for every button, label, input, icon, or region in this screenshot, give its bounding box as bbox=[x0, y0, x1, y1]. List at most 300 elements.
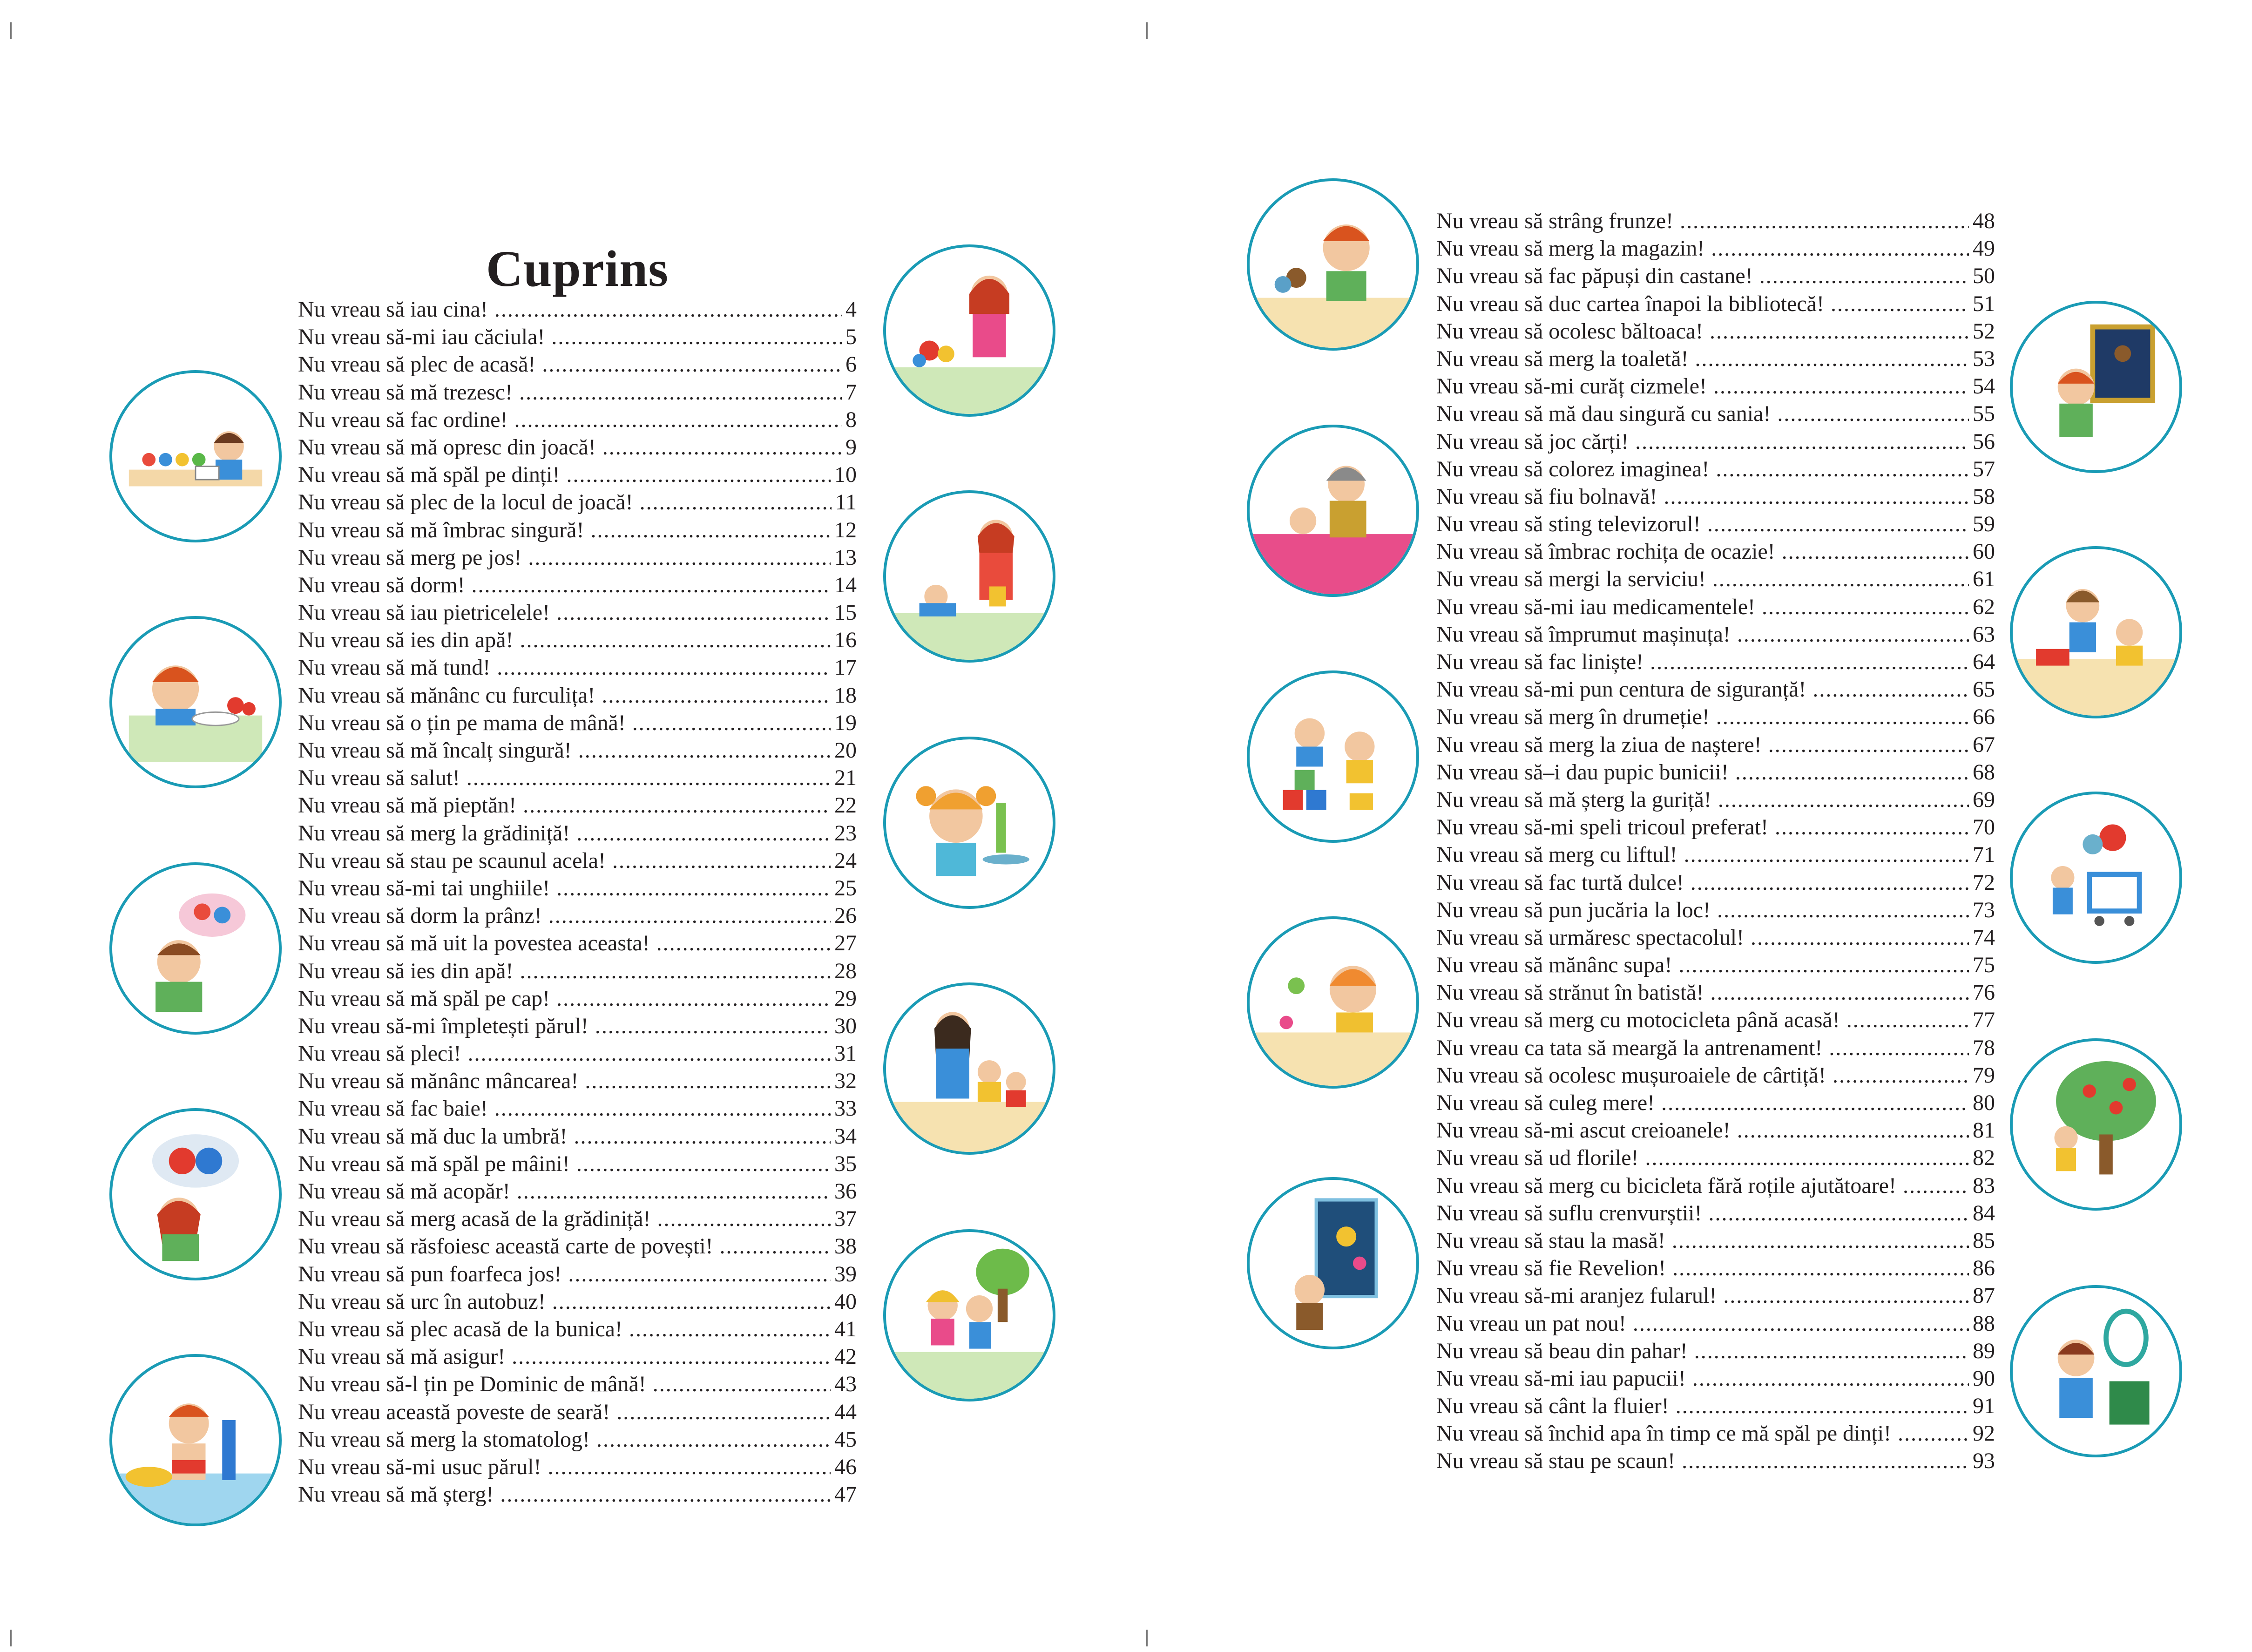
toc-entry-title: Nu vreau să îmbrac rochița de ocazie! bbox=[1436, 539, 1775, 564]
toc-entry bbox=[1436, 758, 1995, 786]
toc-entry-title: Nu vreau să mergi la serviciu! bbox=[1436, 567, 1706, 592]
illustration-circle bbox=[883, 490, 1055, 663]
toc-entry-page-number: 19 bbox=[834, 710, 857, 735]
toc-entry-title: Nu vreau să pleci! bbox=[298, 1041, 461, 1066]
illustration-circle bbox=[1247, 916, 1419, 1089]
toc-entry bbox=[1436, 207, 1995, 235]
toc-entry-title: Nu vreau să duc cartea înapoi la bibliotecă! bbox=[1436, 291, 1824, 316]
toc-entry-page-number: 24 bbox=[834, 848, 857, 873]
toc-leader-dots bbox=[528, 544, 831, 571]
toc-entry-page-number: 23 bbox=[834, 820, 857, 846]
toc-entry-title: Nu vreau această poveste de seară! bbox=[298, 1399, 610, 1424]
toc-entry bbox=[1436, 676, 1995, 703]
toc-leader-dots bbox=[551, 323, 842, 351]
illustration-circle bbox=[883, 1229, 1055, 1401]
toc-entry-page-number: 91 bbox=[1973, 1394, 1995, 1419]
toc-entry-page-number: 14 bbox=[834, 572, 857, 597]
toc-leader-dots bbox=[1692, 1365, 1969, 1392]
toc-leader-dots bbox=[1694, 1337, 1969, 1365]
toc-leader-dots bbox=[596, 1426, 831, 1453]
toc-entry bbox=[1436, 1117, 1995, 1144]
toc-entry-title: Nu vreau să mă îmbrac singură! bbox=[298, 517, 584, 542]
toc-entry bbox=[1436, 345, 1995, 372]
toc-leader-dots bbox=[556, 599, 831, 626]
toc-entry bbox=[1436, 262, 1995, 290]
toc-entry bbox=[1436, 1034, 1995, 1062]
toc-entry-page-number: 37 bbox=[834, 1206, 857, 1232]
toc-entry-title: Nu vreau să fiu bolnavă! bbox=[1436, 484, 1657, 509]
illustration-circle bbox=[1247, 425, 1419, 597]
grandma-child-icon bbox=[1250, 427, 1416, 594]
toc-leader-dots bbox=[1831, 290, 1969, 318]
toc-entry-title: Nu vreau să o țin pe mama de mână! bbox=[298, 710, 626, 735]
toc-leader-dots bbox=[1777, 400, 1969, 427]
toc-entry-title: Nu vreau să dorm! bbox=[298, 572, 465, 597]
toc-entry-title: Nu vreau să salut! bbox=[298, 765, 460, 791]
toc-entry-page-number: 89 bbox=[1973, 1338, 1995, 1363]
toc-entry-title: Nu vreau să mă asigur! bbox=[298, 1344, 506, 1369]
toc-leader-dots bbox=[629, 1315, 831, 1343]
toc-entry-title: Nu vreau să mă pieptăn! bbox=[298, 793, 517, 818]
toc-entry bbox=[1436, 1392, 1995, 1420]
toc-entry bbox=[1436, 1447, 1995, 1475]
toc-entry bbox=[1436, 621, 1995, 648]
toc-entry-page-number: 65 bbox=[1973, 677, 1995, 702]
toc-entry bbox=[1436, 1337, 1995, 1365]
toc-entry bbox=[298, 1260, 857, 1288]
toc-entry-title: Nu vreau să fac liniște! bbox=[1436, 650, 1644, 674]
toc-leader-dots bbox=[1695, 345, 1969, 372]
toc-leader-dots bbox=[568, 1260, 831, 1288]
toc-leader-dots bbox=[472, 571, 831, 599]
toc-entry-page-number: 33 bbox=[834, 1096, 857, 1121]
toc-leader-dots bbox=[1735, 758, 1969, 786]
toc-leader-dots bbox=[1737, 1117, 1969, 1144]
toc-entry-title: Nu vreau să-mi pun centura de siguranță! bbox=[1436, 677, 1806, 702]
toc-entry-title: Nu vreau să culeg mere! bbox=[1436, 1090, 1655, 1115]
toc-entry-title: Nu vreau să mănânc cu furculița! bbox=[298, 683, 595, 708]
toc-entry bbox=[298, 1453, 857, 1481]
toc-leader-dots bbox=[1664, 483, 1969, 510]
toc-entry bbox=[298, 626, 857, 654]
toc-entry-page-number: 55 bbox=[1973, 401, 1995, 427]
toc-entry-title: Nu vreau să merg la toaletă! bbox=[1436, 346, 1689, 371]
toc-entry-title: Nu vreau să mă opresc din joacă! bbox=[298, 434, 596, 460]
toc-leader-dots bbox=[1762, 593, 1969, 621]
toc-entry-page-number: 4 bbox=[845, 297, 857, 322]
toc-entry-page-number: 82 bbox=[1973, 1145, 1995, 1171]
toc-entry-title: Nu vreau să fie Revelion! bbox=[1436, 1256, 1666, 1281]
toc-entry bbox=[298, 737, 857, 764]
toc-entry bbox=[1436, 648, 1995, 676]
toc-entry bbox=[298, 1370, 857, 1398]
toc-entry-page-number: 15 bbox=[834, 600, 857, 625]
toc-entry-page-number: 45 bbox=[834, 1427, 857, 1452]
toc-right-column bbox=[1436, 207, 1995, 1475]
toc-entry-page-number: 67 bbox=[1973, 732, 1995, 757]
toc-entry-title: Nu vreau să ud florile! bbox=[1436, 1145, 1639, 1171]
illustration-circle bbox=[1247, 1177, 1419, 1349]
toc-entry bbox=[298, 379, 857, 406]
toc-leader-dots bbox=[632, 709, 831, 737]
toc-entry-page-number: 41 bbox=[834, 1316, 857, 1341]
apple-tree-icon bbox=[2013, 1041, 2179, 1208]
toc-entry-title: Nu vreau să merg cu motocicleta până acasă! bbox=[1436, 1008, 1840, 1033]
toc-entry bbox=[298, 1067, 857, 1095]
toc-entry-page-number: 51 bbox=[1973, 291, 1995, 316]
toc-leader-dots bbox=[1713, 372, 1969, 400]
toc-entry-page-number: 32 bbox=[834, 1069, 857, 1094]
toc-entry-page-number: 54 bbox=[1973, 374, 1995, 399]
toc-leader-dots bbox=[1812, 676, 1969, 703]
toc-leader-dots bbox=[1712, 565, 1969, 593]
kids-playground-icon bbox=[886, 1232, 1053, 1399]
toc-entry bbox=[298, 1481, 857, 1508]
toc-entry bbox=[1436, 235, 1995, 262]
toc-entry-page-number: 35 bbox=[834, 1151, 857, 1176]
illustration-circle bbox=[2010, 1285, 2182, 1457]
toc-entry-page-number: 90 bbox=[1973, 1366, 1995, 1391]
toc-entry-page-number: 31 bbox=[834, 1041, 857, 1066]
toc-entry-page-number: 66 bbox=[1973, 704, 1995, 730]
toc-leader-dots bbox=[1903, 1172, 1969, 1199]
illustration-circle bbox=[883, 737, 1055, 909]
illustration-circle bbox=[109, 1108, 282, 1280]
toc-leader-dots bbox=[494, 296, 842, 323]
toc-entry-title: Nu vreau să mă duc la umbră! bbox=[298, 1124, 568, 1149]
page-title: Cuprins bbox=[486, 240, 669, 297]
toc-entry-page-number: 79 bbox=[1973, 1063, 1995, 1088]
toc-entry bbox=[298, 1178, 857, 1205]
toc-entry-page-number: 86 bbox=[1973, 1256, 1995, 1281]
toc-leader-dots bbox=[1711, 979, 1969, 1006]
illustration-circle bbox=[1247, 178, 1419, 351]
boy-shopping-cart-icon bbox=[2013, 794, 2179, 961]
toc-entry bbox=[1436, 896, 1995, 924]
toc-entry-page-number: 17 bbox=[834, 655, 857, 680]
toc-entry-title: Nu vreau să sting televizorul! bbox=[1436, 512, 1701, 537]
toc-entry-page-number: 18 bbox=[834, 683, 857, 708]
boy-brushing-teeth-icon bbox=[2013, 1288, 2179, 1455]
toc-entry-page-number: 36 bbox=[834, 1179, 857, 1204]
window-fireworks-icon bbox=[1250, 1180, 1416, 1347]
crop-mark bbox=[10, 1630, 12, 1646]
toc-entry-page-number: 81 bbox=[1973, 1118, 1995, 1143]
toc-entry bbox=[298, 1288, 857, 1315]
toc-leader-dots bbox=[1661, 1089, 1969, 1117]
mother-kids-icon bbox=[886, 985, 1053, 1152]
illustration-circle bbox=[2010, 301, 2182, 473]
illustration-circle bbox=[109, 370, 282, 542]
kids-car-toy-icon bbox=[2013, 549, 2179, 716]
toc-entry-title: Nu vreau să mă spăl pe mâini! bbox=[298, 1151, 570, 1176]
toc-leader-dots bbox=[1682, 1447, 1969, 1475]
toc-entry-title: Nu vreau să-mi iau căciula! bbox=[298, 325, 545, 350]
illustration-circle bbox=[2010, 792, 2182, 964]
toc-entry bbox=[1436, 1227, 1995, 1254]
toc-entry bbox=[298, 433, 857, 461]
crop-mark bbox=[1146, 1630, 1148, 1646]
toc-entry bbox=[1436, 1254, 1995, 1282]
toc-leader-dots bbox=[552, 1288, 831, 1315]
toc-entry bbox=[298, 1398, 857, 1426]
toc-entry-title: Nu vreau să ocolesc băltoaca! bbox=[1436, 318, 1704, 344]
toc-entry-title: Nu vreau să stau pe scaunul acela! bbox=[298, 848, 606, 873]
toc-entry-page-number: 75 bbox=[1973, 953, 1995, 978]
toc-entry-title: Nu vreau să–i dau pupic bunicii! bbox=[1436, 759, 1729, 785]
toc-entry-page-number: 39 bbox=[834, 1261, 857, 1286]
toc-entry bbox=[298, 847, 857, 874]
toc-entry-page-number: 71 bbox=[1973, 842, 1995, 867]
toc-entry-page-number: 60 bbox=[1973, 539, 1995, 564]
toc-entry-title: Nu vreau să-mi ascut creioanele! bbox=[1436, 1118, 1731, 1143]
toc-entry-page-number: 85 bbox=[1973, 1228, 1995, 1253]
toc-entry-title: Nu vreau să fac baie! bbox=[298, 1096, 488, 1121]
toc-leader-dots bbox=[1680, 207, 1969, 235]
toc-leader-dots bbox=[595, 1012, 831, 1040]
toc-leader-dots bbox=[612, 847, 831, 874]
toc-entry-page-number: 83 bbox=[1973, 1173, 1995, 1198]
toc-entry-title: Nu vreau să merg în drumeție! bbox=[1436, 704, 1710, 730]
toc-entry bbox=[298, 599, 857, 626]
toc-entry-title: Nu vreau un pat nou! bbox=[1436, 1311, 1626, 1336]
toc-entry-title: Nu vreau să mănânc mâncarea! bbox=[298, 1069, 579, 1094]
kids-blocks-icon bbox=[1250, 673, 1416, 840]
toc-entry-title: Nu vreau să mă trezesc! bbox=[298, 379, 513, 405]
toc-entry bbox=[1436, 1310, 1995, 1337]
toc-entry-page-number: 73 bbox=[1973, 897, 1995, 922]
toc-entry bbox=[298, 296, 857, 323]
toc-leader-dots bbox=[520, 957, 831, 985]
toc-entry bbox=[1436, 1365, 1995, 1392]
illustration-circle bbox=[883, 244, 1055, 417]
boy-window-icon bbox=[2013, 304, 2179, 470]
toc-leader-dots bbox=[1650, 648, 1969, 676]
toc-leader-dots bbox=[1678, 951, 1969, 979]
toc-entry bbox=[298, 792, 857, 819]
toc-entry-title: Nu vreau să colorez imaginea! bbox=[1436, 456, 1710, 481]
toc-entry bbox=[1436, 1062, 1995, 1089]
toc-entry-title: Nu vreau să mă spăl pe dinți! bbox=[298, 462, 560, 487]
toc-entry-page-number: 80 bbox=[1973, 1090, 1995, 1115]
girl-sneezing-icon bbox=[1250, 919, 1416, 1086]
toc-entry bbox=[1436, 1006, 1995, 1034]
toc-entry bbox=[298, 1205, 857, 1232]
toc-entry-title: Nu vreau să închid apa în timp ce mă spăl pe dinți! bbox=[1436, 1421, 1892, 1446]
toc-entry bbox=[298, 461, 857, 488]
toc-leader-dots bbox=[467, 764, 831, 792]
toc-entry bbox=[1436, 1282, 1995, 1309]
toc-entry-title: Nu vreau să-mi usuc părul! bbox=[298, 1454, 541, 1479]
toc-entry-page-number: 46 bbox=[834, 1454, 857, 1479]
toc-entry bbox=[298, 1426, 857, 1453]
toc-entry-title: Nu vreau să pun foarfeca jos! bbox=[298, 1261, 562, 1286]
toc-leader-dots bbox=[640, 488, 832, 516]
toc-entry bbox=[1436, 290, 1995, 318]
toc-entry-page-number: 42 bbox=[834, 1344, 857, 1369]
toc-entry-title: Nu vreau să dorm la prânz! bbox=[298, 903, 542, 928]
toc-entry-title: Nu vreau să-mi iau papucii! bbox=[1436, 1366, 1686, 1391]
toc-entry-title: Nu vreau să pun jucăria la loc! bbox=[1436, 897, 1711, 922]
crop-mark bbox=[10, 22, 12, 39]
toc-entry bbox=[1436, 372, 1995, 400]
toc-entry bbox=[298, 1232, 857, 1260]
toc-leader-dots bbox=[548, 902, 831, 929]
toc-entry bbox=[1436, 455, 1995, 483]
toc-entry bbox=[1436, 951, 1995, 979]
boy-chestnuts-icon bbox=[1250, 181, 1416, 348]
toc-entry-title: Nu vreau să mă șterg! bbox=[298, 1482, 494, 1507]
toc-entry bbox=[298, 654, 857, 681]
toc-left-column bbox=[298, 296, 857, 1508]
toc-entry-title: Nu vreau să mă încalț singură! bbox=[298, 738, 572, 763]
toc-entry bbox=[298, 406, 857, 433]
toc-entry-page-number: 62 bbox=[1973, 594, 1995, 619]
toc-entry-title: Nu vreau să-mi speli tricoul preferat! bbox=[1436, 815, 1769, 840]
toc-leader-dots bbox=[1782, 538, 1969, 565]
toc-entry bbox=[1436, 593, 1995, 621]
toc-entry bbox=[1436, 1172, 1995, 1199]
toc-entry-page-number: 30 bbox=[834, 1013, 857, 1038]
toc-entry-title: Nu vreau să merg la grădiniță! bbox=[298, 820, 570, 846]
toc-entry-page-number: 74 bbox=[1973, 925, 1995, 950]
toc-entry-page-number: 25 bbox=[834, 875, 857, 900]
toc-entry bbox=[298, 874, 857, 902]
toc-entry-page-number: 92 bbox=[1973, 1421, 1995, 1446]
illustration-circle bbox=[109, 1354, 282, 1526]
toc-entry-page-number: 88 bbox=[1973, 1311, 1995, 1336]
toc-leader-dots bbox=[578, 737, 831, 764]
toc-entry-page-number: 26 bbox=[834, 903, 857, 928]
toc-entry-title: Nu vreau să-mi împletești părul! bbox=[298, 1013, 588, 1038]
toc-leader-dots bbox=[1645, 1144, 1969, 1171]
toc-entry-title: Nu vreau să urmăresc spectacolul! bbox=[1436, 925, 1745, 950]
toc-entry-title: Nu vreau să cânt la fluier! bbox=[1436, 1394, 1669, 1419]
toc-entry bbox=[298, 1123, 857, 1150]
toc-entry-page-number: 78 bbox=[1973, 1035, 1995, 1060]
toc-entry-page-number: 28 bbox=[834, 958, 857, 983]
kids-reading-icon bbox=[112, 373, 279, 540]
toc-entry-title: Nu vreau să-mi iau medicamentele! bbox=[1436, 594, 1756, 619]
toc-entry bbox=[1436, 483, 1995, 510]
toc-leader-dots bbox=[1709, 1199, 1969, 1227]
toc-entry-title: Nu vreau să merg cu liftul! bbox=[1436, 842, 1677, 867]
toc-entry bbox=[1436, 565, 1995, 593]
toc-leader-dots bbox=[542, 351, 842, 378]
toc-entry-title: Nu vreau să plec de la locul de joacă! bbox=[298, 490, 633, 515]
toc-entry-title: Nu vreau să mă șterg la guriță! bbox=[1436, 787, 1711, 812]
illustration-circle bbox=[2010, 546, 2182, 718]
toc-entry-title: Nu vreau să mă spăl pe cap! bbox=[298, 986, 550, 1011]
toc-entry bbox=[298, 488, 857, 516]
toc-entry-title: Nu vreau să-mi tai unghiile! bbox=[298, 875, 550, 900]
toc-leader-dots bbox=[548, 1453, 831, 1481]
toc-entry bbox=[1436, 400, 1995, 427]
toc-leader-dots bbox=[1723, 1282, 1969, 1309]
girl-comb-icon bbox=[886, 739, 1053, 906]
toc-entry-title: Nu vreau să merg cu bicicleta fără roțile ajutătoare! bbox=[1436, 1173, 1896, 1198]
toc-leader-dots bbox=[497, 654, 831, 681]
toc-entry bbox=[298, 819, 857, 847]
girl-dreaming-icon bbox=[112, 1111, 279, 1278]
toc-entry-title: Nu vreau să merg pe jos! bbox=[298, 545, 522, 570]
toc-entry-title: Nu vreau să ies din apă! bbox=[298, 628, 514, 653]
toc-entry-page-number: 8 bbox=[845, 407, 857, 432]
toc-leader-dots bbox=[1759, 262, 1969, 290]
toc-entry bbox=[1436, 1420, 1995, 1447]
toc-entry-title: Nu vreau să strănut în batistă! bbox=[1436, 980, 1704, 1005]
toc-entry-title: Nu vreau să merg la magazin! bbox=[1436, 236, 1705, 261]
toc-entry-page-number: 12 bbox=[834, 517, 857, 542]
toc-entry bbox=[298, 1095, 857, 1122]
toc-entry-page-number: 5 bbox=[845, 325, 857, 350]
toc-entry-title: Nu vreau să joc cărți! bbox=[1436, 429, 1629, 454]
toc-leader-dots bbox=[1718, 786, 1969, 813]
illustration-circle bbox=[883, 982, 1055, 1155]
toc-entry bbox=[1436, 813, 1995, 841]
toc-entry-page-number: 50 bbox=[1973, 264, 1995, 289]
toc-entry bbox=[1436, 924, 1995, 951]
toc-leader-dots bbox=[523, 792, 831, 819]
toc-entry-page-number: 34 bbox=[834, 1124, 857, 1149]
toc-entry bbox=[298, 709, 857, 737]
toc-leader-dots bbox=[556, 874, 831, 902]
toc-entry-page-number: 6 bbox=[845, 352, 857, 377]
toc-entry-page-number: 77 bbox=[1973, 1008, 1995, 1033]
illustration-circle bbox=[109, 862, 282, 1035]
toc-entry-page-number: 11 bbox=[835, 490, 857, 515]
toc-entry-title: Nu vreau să merg acasă de la grădiniță! bbox=[298, 1206, 651, 1232]
toc-entry-page-number: 64 bbox=[1973, 650, 1995, 674]
toc-leader-dots bbox=[556, 985, 831, 1012]
toc-entry-page-number: 70 bbox=[1973, 815, 1995, 840]
toc-leader-dots bbox=[1707, 510, 1969, 538]
toc-leader-dots bbox=[657, 1205, 831, 1232]
toc-entry-title: Nu vreau ca tata să meargă la antrenament! bbox=[1436, 1035, 1823, 1060]
toc-entry bbox=[1436, 786, 1995, 813]
toc-entry-page-number: 56 bbox=[1973, 429, 1995, 454]
illustration-circle bbox=[1247, 670, 1419, 843]
toc-entry-page-number: 20 bbox=[834, 738, 857, 763]
toc-entry-page-number: 59 bbox=[1973, 512, 1995, 537]
toc-entry-page-number: 38 bbox=[834, 1234, 857, 1259]
toc-entry bbox=[298, 1150, 857, 1178]
toc-entry bbox=[298, 544, 857, 571]
toc-leader-dots bbox=[1716, 703, 1969, 731]
toc-entry-title: Nu vreau să stau pe scaun! bbox=[1436, 1449, 1676, 1474]
toc-entry-title: Nu vreau să suflu crenvurștii! bbox=[1436, 1200, 1702, 1225]
toc-entry-title: Nu vreau să-l țin pe Dominic de mână! bbox=[298, 1372, 646, 1397]
toc-entry-title: Nu vreau să mănânc supa! bbox=[1436, 953, 1672, 978]
toc-entry bbox=[298, 351, 857, 378]
toc-leader-dots bbox=[1633, 1310, 1969, 1337]
toc-entry bbox=[298, 1040, 857, 1067]
toc-entry-page-number: 47 bbox=[834, 1482, 857, 1507]
toc-leader-dots bbox=[567, 461, 831, 488]
toc-entry-page-number: 87 bbox=[1973, 1283, 1995, 1308]
toc-entry-page-number: 53 bbox=[1973, 346, 1995, 371]
toc-entry-page-number: 16 bbox=[834, 628, 857, 653]
toc-leader-dots bbox=[1768, 731, 1969, 758]
illustration-circle bbox=[2010, 1038, 2182, 1211]
girl-toys-icon bbox=[886, 247, 1053, 414]
toc-entry-title: Nu vreau să fac turtă dulce! bbox=[1436, 870, 1684, 895]
toc-leader-dots bbox=[1898, 1420, 1969, 1447]
toc-leader-dots bbox=[1711, 235, 1969, 262]
toc-entry-title: Nu vreau să merg la ziua de naștere! bbox=[1436, 732, 1762, 757]
toc-entry bbox=[1436, 841, 1995, 868]
toc-entry bbox=[298, 764, 857, 792]
